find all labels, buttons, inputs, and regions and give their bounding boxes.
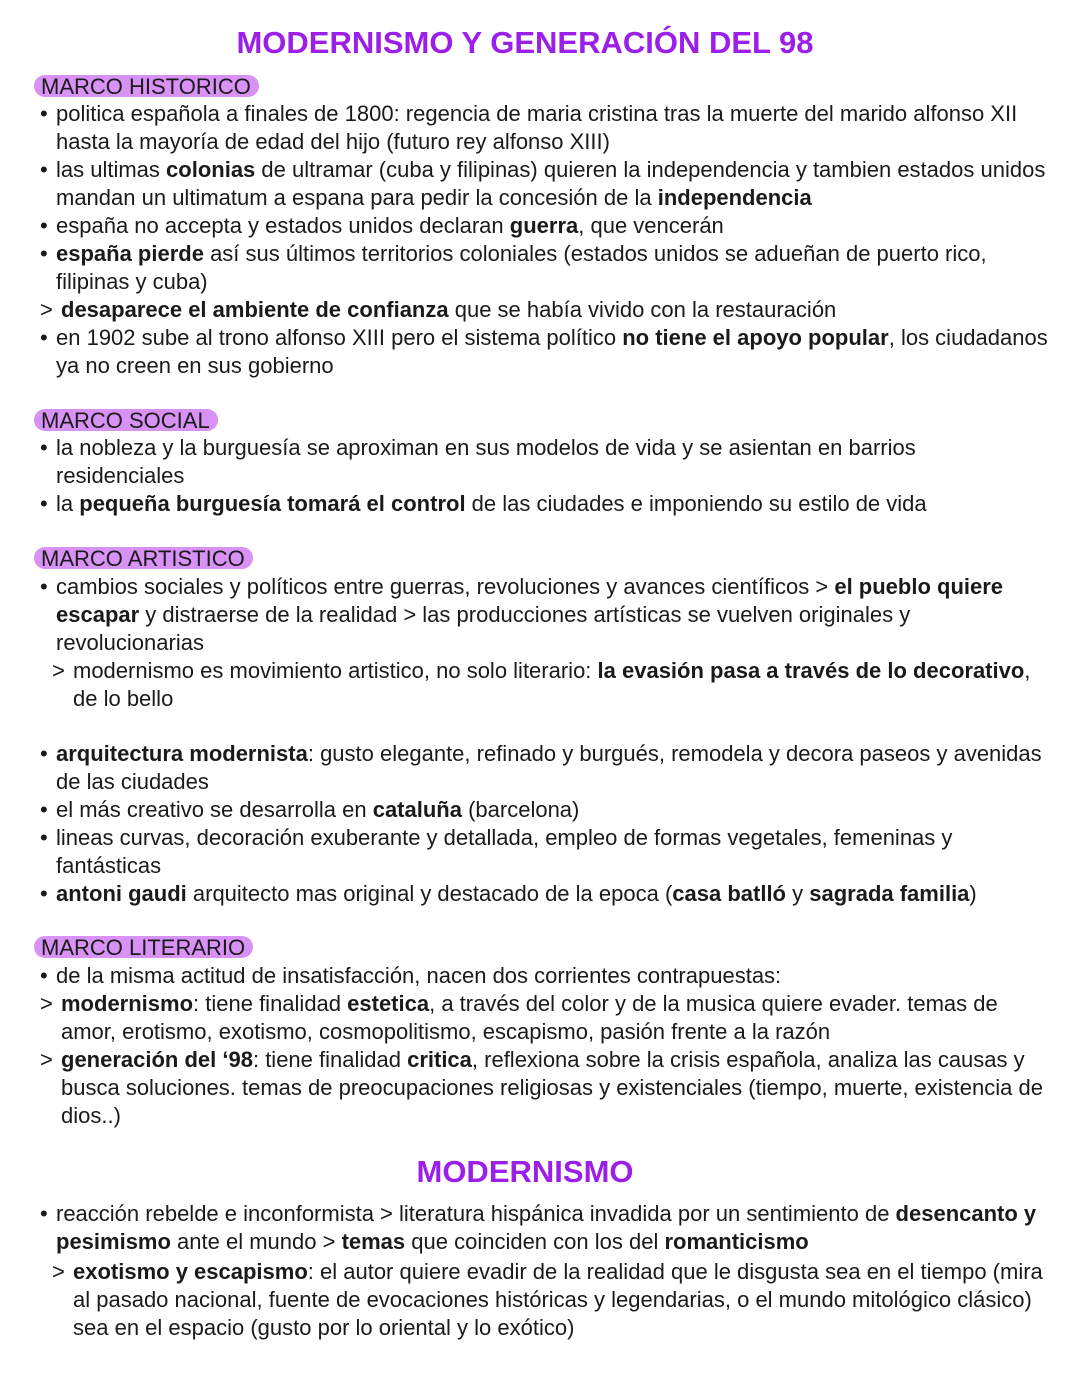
list-item — [40, 962, 1050, 990]
text-segment: la — [56, 491, 80, 516]
bullet-icon: • — [40, 741, 48, 766]
bullet-icon: • — [40, 435, 48, 460]
list-item — [40, 212, 1050, 240]
bold-text: critica — [407, 1047, 472, 1072]
item-text — [52, 657, 1052, 713]
text-segment: reacción rebelde e inconformista > literatura hispánica invadida por un sentimiento de — [56, 1201, 896, 1226]
list-item — [40, 156, 1050, 212]
item-text — [40, 156, 1050, 212]
item-text — [40, 240, 1050, 296]
list-item — [40, 100, 1050, 156]
bold-text: no tiene el apoyo popular — [622, 325, 889, 350]
text-segment: : gusto elegante, refinado y burgués, remodela y decora paseos y avenidas de las ciudades — [56, 741, 1042, 794]
item-text — [40, 100, 1050, 156]
arrow-icon: > — [40, 297, 53, 322]
item-text — [40, 796, 1050, 824]
text-segment: , reflexiona sobre la crisis española, analiza las causas y busca soluciones. temas de preocupaciones religiosas y existenciales (tiempo, muerte, existencia de dios..) — [61, 1047, 1043, 1128]
item-text — [40, 212, 1050, 240]
list-item — [40, 824, 1050, 880]
item-text — [40, 490, 1050, 518]
list-item — [52, 657, 1052, 713]
item-text — [40, 990, 1050, 1046]
section-label-literario: MARCO LITERARIO — [34, 936, 253, 958]
text-segment: de las ciudades e imponiendo su estilo de vida — [465, 491, 927, 516]
item-text — [40, 573, 1050, 657]
bullet-icon: • — [40, 241, 48, 266]
item-text — [40, 296, 1050, 324]
text-segment: en 1902 sube al trono alfonso XIII pero el sistema político — [56, 325, 623, 350]
bullet-icon: • — [40, 213, 48, 238]
bullet-icon: • — [40, 881, 48, 906]
bold-text: colonias — [166, 157, 256, 182]
arrow-icon: > — [52, 1259, 65, 1284]
text-segment: : tiene finalidad — [252, 1047, 408, 1072]
bold-text: modernismo — [61, 991, 194, 1016]
text-segment: el más creativo se desarrolla en — [56, 797, 373, 822]
text-segment: y — [786, 881, 810, 906]
bold-text: desencanto y pesimismo — [56, 1201, 1037, 1254]
bold-text: casa batlló — [672, 881, 786, 906]
list-item — [40, 1200, 1050, 1256]
list-item — [40, 324, 1050, 380]
bold-text: guerra — [509, 213, 579, 238]
text-segment: que se había vivido con la restauración — [448, 297, 837, 322]
bold-text: el pueblo quiere escapar — [56, 574, 1004, 627]
page-title: MODERNISMO Y GENERACIÓN DEL 98 — [236, 25, 814, 60]
item-text — [52, 1258, 1052, 1342]
item-text — [40, 1046, 1050, 1130]
bullet-icon: • — [40, 574, 48, 599]
text-segment: modernismo es movimiento artistico, no solo literario: — [73, 658, 598, 683]
text-segment: las ultimas — [56, 157, 167, 182]
bold-text: la evasión pasa a través de lo decorativo — [597, 658, 1025, 683]
text-segment: de ultramar (cuba y filipinas) quieren la independencia y tambien estados unidos mandan un ultimatum a espana para pedir la concesión de la — [56, 157, 1046, 210]
list-item — [40, 240, 1050, 296]
section-label-social: MARCO SOCIAL — [34, 409, 218, 431]
text-segment: ) — [969, 881, 977, 906]
arrow-icon: > — [40, 1047, 53, 1072]
section-title-modernismo: MODERNISMO — [416, 1154, 634, 1189]
bullet-icon: • — [40, 963, 48, 988]
text-segment: cambios sociales y políticos entre guerras, revoluciones y avances científicos > — [56, 574, 835, 599]
bold-text: pequeña burguesía tomará el control — [79, 491, 466, 516]
text-segment: lineas curvas, decoración exuberante y detallada, empleo de formas vegetales, femeninas y fantásticas — [56, 825, 953, 878]
item-text — [40, 962, 1050, 990]
list-item — [40, 880, 1050, 908]
bold-text: romanticismo — [664, 1229, 809, 1254]
section-label-historico: MARCO HISTORICO — [34, 75, 259, 97]
text-segment: arquitecto mas original y destacado de la epoca ( — [186, 881, 673, 906]
bold-text: estetica — [347, 991, 430, 1016]
bold-text: cataluña — [372, 797, 462, 822]
text-segment: la nobleza y la burguesía se aproximan en sus modelos de vida y se asientan en barrios residenciales — [56, 435, 916, 488]
list-item — [40, 990, 1050, 1046]
bold-text: exotismo y escapismo — [73, 1259, 308, 1284]
list-item — [40, 434, 1050, 490]
bullet-icon: • — [40, 825, 48, 850]
text-segment: : el autor quiere evadir de la realidad que le disgusta sea en el tiempo (mira al pasado nacional, fuente de evocaciones históricas y legendarias, o el mundo mitológico clásico) sea en el espacio (gusto por lo oriental y lo exótico) — [73, 1259, 1043, 1340]
bullet-icon: • — [40, 157, 48, 182]
bold-text: independencia — [657, 185, 812, 210]
list-item — [40, 490, 1050, 518]
text-segment: de la misma actitud de insatisfacción, nacen dos corrientes contrapuestas: — [56, 963, 782, 988]
list-item — [40, 573, 1050, 657]
text-segment: politica española a finales de 1800: regencia de maria cristina tras la muerte del marido alfonso XII hasta la mayoría de edad del hijo (futuro rey alfonso XIII) — [56, 101, 1018, 154]
bold-text: desaparece el ambiente de confianza — [61, 297, 449, 322]
bold-text: españa pierde — [56, 241, 204, 266]
text-segment: y distraerse de la realidad > las producciones artísticas se vuelven originales y revolucionarias — [56, 602, 911, 655]
bold-text: sagrada familia — [809, 881, 970, 906]
text-segment: , a través del color y de la musica quiere evader. temas de amor, erotismo, exotismo, cosmopolitismo, escapismo, pasión frente a la razón — [61, 991, 998, 1044]
text-segment: , de lo bello — [73, 658, 1031, 711]
item-text — [40, 824, 1050, 880]
text-segment: (barcelona) — [461, 797, 580, 822]
bold-text: antoni gaudi — [56, 881, 187, 906]
bold-text: generación del ‘98 — [61, 1047, 253, 1072]
bold-text: arquitectura modernista — [56, 741, 308, 766]
list-item — [40, 296, 1050, 324]
bullet-icon: • — [40, 325, 48, 350]
item-text — [40, 740, 1050, 796]
arrow-icon: > — [40, 991, 53, 1016]
list-item — [52, 1258, 1052, 1342]
text-segment: , los ciudadanos ya no creen en sus gobierno — [56, 325, 1048, 378]
arrow-icon: > — [52, 658, 65, 683]
bullet-icon: • — [40, 101, 48, 126]
item-text — [40, 1200, 1050, 1256]
item-text — [40, 880, 1050, 908]
bullet-icon: • — [40, 491, 48, 516]
item-text — [40, 324, 1050, 380]
text-segment: ante el mundo > — [170, 1229, 342, 1254]
list-item — [40, 740, 1050, 796]
text-segment: españa no accepta y estados unidos declaran — [56, 213, 510, 238]
section-label-artistico: MARCO ARTISTICO — [34, 547, 253, 569]
bullet-icon: • — [40, 797, 48, 822]
text-segment: : tiene finalidad — [193, 991, 348, 1016]
item-text — [40, 434, 1050, 490]
text-segment: así sus últimos territorios coloniales (estados unidos se adueñan de puerto rico, filipinas y cuba) — [56, 241, 987, 294]
text-segment: que coinciden con los del — [405, 1229, 665, 1254]
list-item — [40, 1046, 1050, 1130]
bold-text: temas — [341, 1229, 406, 1254]
bullet-icon: • — [40, 1201, 48, 1226]
text-segment: , que vencerán — [578, 213, 724, 238]
list-item — [40, 796, 1050, 824]
